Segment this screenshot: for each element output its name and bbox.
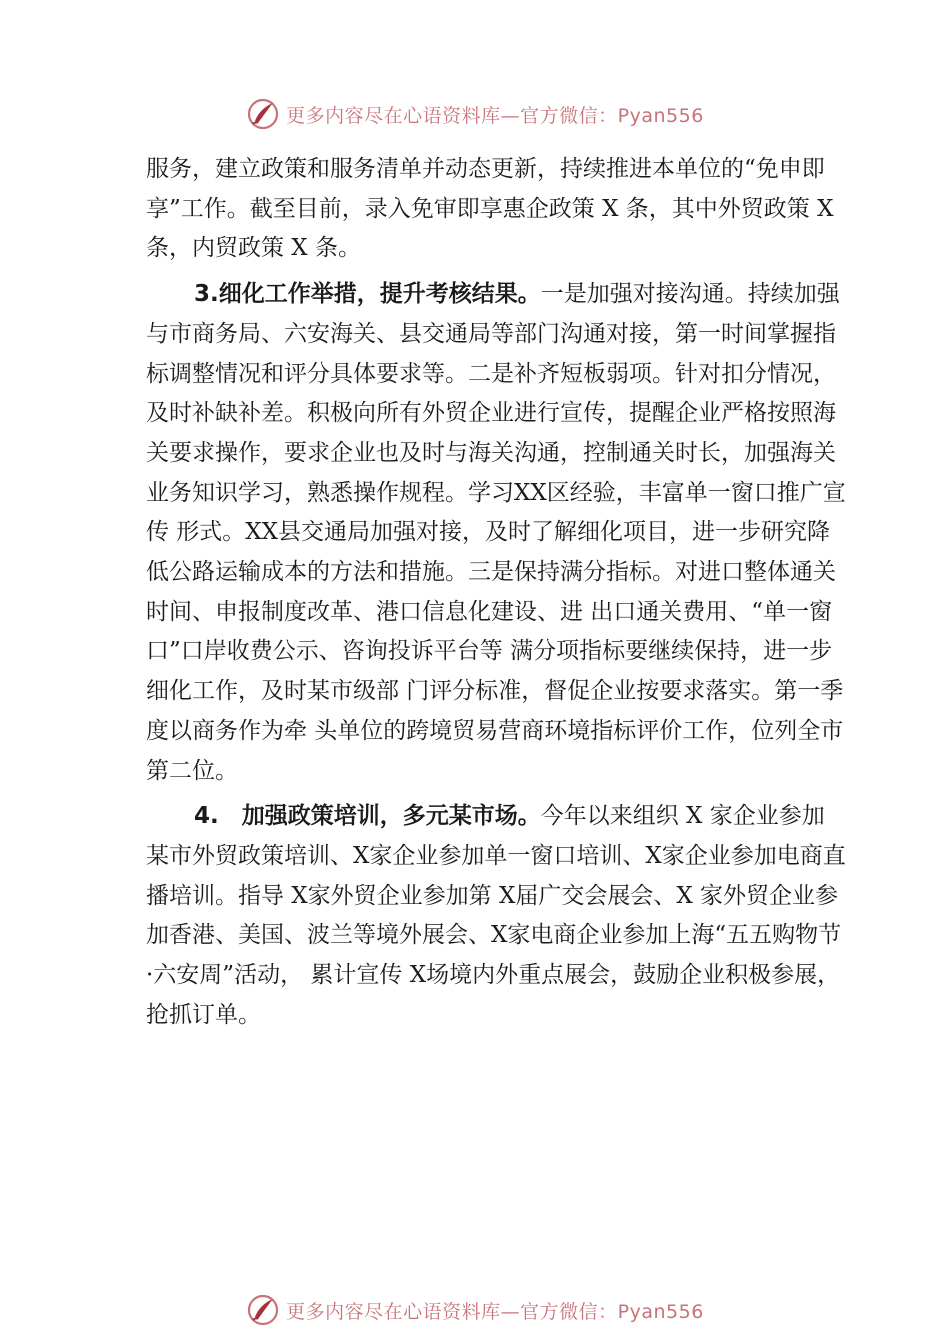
- brush-logo-icon: [246, 1293, 280, 1327]
- paragraph-3: [146, 797, 846, 1035]
- paragraph-1: [146, 150, 846, 269]
- paragraph-1-text: 服务，建立政策和服务清单并动态更新，持续推进本单位的“免申即享”工作。截至目前，录入免审即享惠企政策 X 条，其中外贸政策 X 条，内贸政策 X 条。: [146, 156, 834, 262]
- paragraph-2: [146, 275, 846, 791]
- paragraph-2-heading: 3.细化工作举措，提升考核结果。: [194, 281, 541, 308]
- watermark-text: 更多内容尽在心语资料库—官方微信：Pyan556: [286, 104, 704, 127]
- watermark-handle: Pyan556: [617, 104, 704, 127]
- watermark-text: 更多内容尽在心语资料库—官方微信：Pyan556: [286, 1300, 704, 1323]
- paragraph-3-text: 今年以来组织 X 家企业参加某市外贸政策培训、X家企业参加单一窗口培训、X家企业参加电商直播培训。指导 X家外贸企业参加第 X届广交会展会、X 家外贸企业参加香港、美国、波兰等境外展会、X家电商企业参加上海“五五购物节·六安周”活动， 累计宣传 X场境内外重点展会，鼓励企业积极参展，抢抓订单。: [146, 803, 846, 1028]
- paragraph-3-heading: 4. 加强政策培训，多元某市场。: [194, 803, 541, 830]
- paragraph-2-text: 一是加强对接沟通。持续加强与市商务局、六安海关、县交通局等部门沟通对接，第一时间掌握指标调整情况和评分具体要求等。二是补齐短板弱项。针对扣分情况，及时补缺补差。积极向所有外贸企业进行宣传，提醒企业严格按照海关要求操作，要求企业也及时与海关沟通，控制通关时长，加强海关业务知识学习，熟悉操作规程。学习XX区经验，丰富单一窗口推广宣传 形式。XX县交通局加强对接，及时了解细化项目，进一步研究降低公路运输成本的方法和措施。三是保持满分指标。对进口整体通关时间、申报制度改革、港口信息化建设、进 出口通关费用、“单一窗口”口岸收费公示、咨询投诉平台等 满分项指标要继续保持，进一步细化工作，及时某市级部 门评分标准，督促企业按要求落实。第一季度以商务作为牵 头单位的跨境贸易营商环境指标评价工作，位列全市第二位。: [146, 281, 846, 784]
- watermark-handle: Pyan556: [617, 1300, 704, 1323]
- brush-logo-icon: [246, 97, 280, 131]
- watermark-footer: [0, 1290, 950, 1330]
- watermark-header: [0, 94, 950, 134]
- document-body: [146, 150, 846, 1041]
